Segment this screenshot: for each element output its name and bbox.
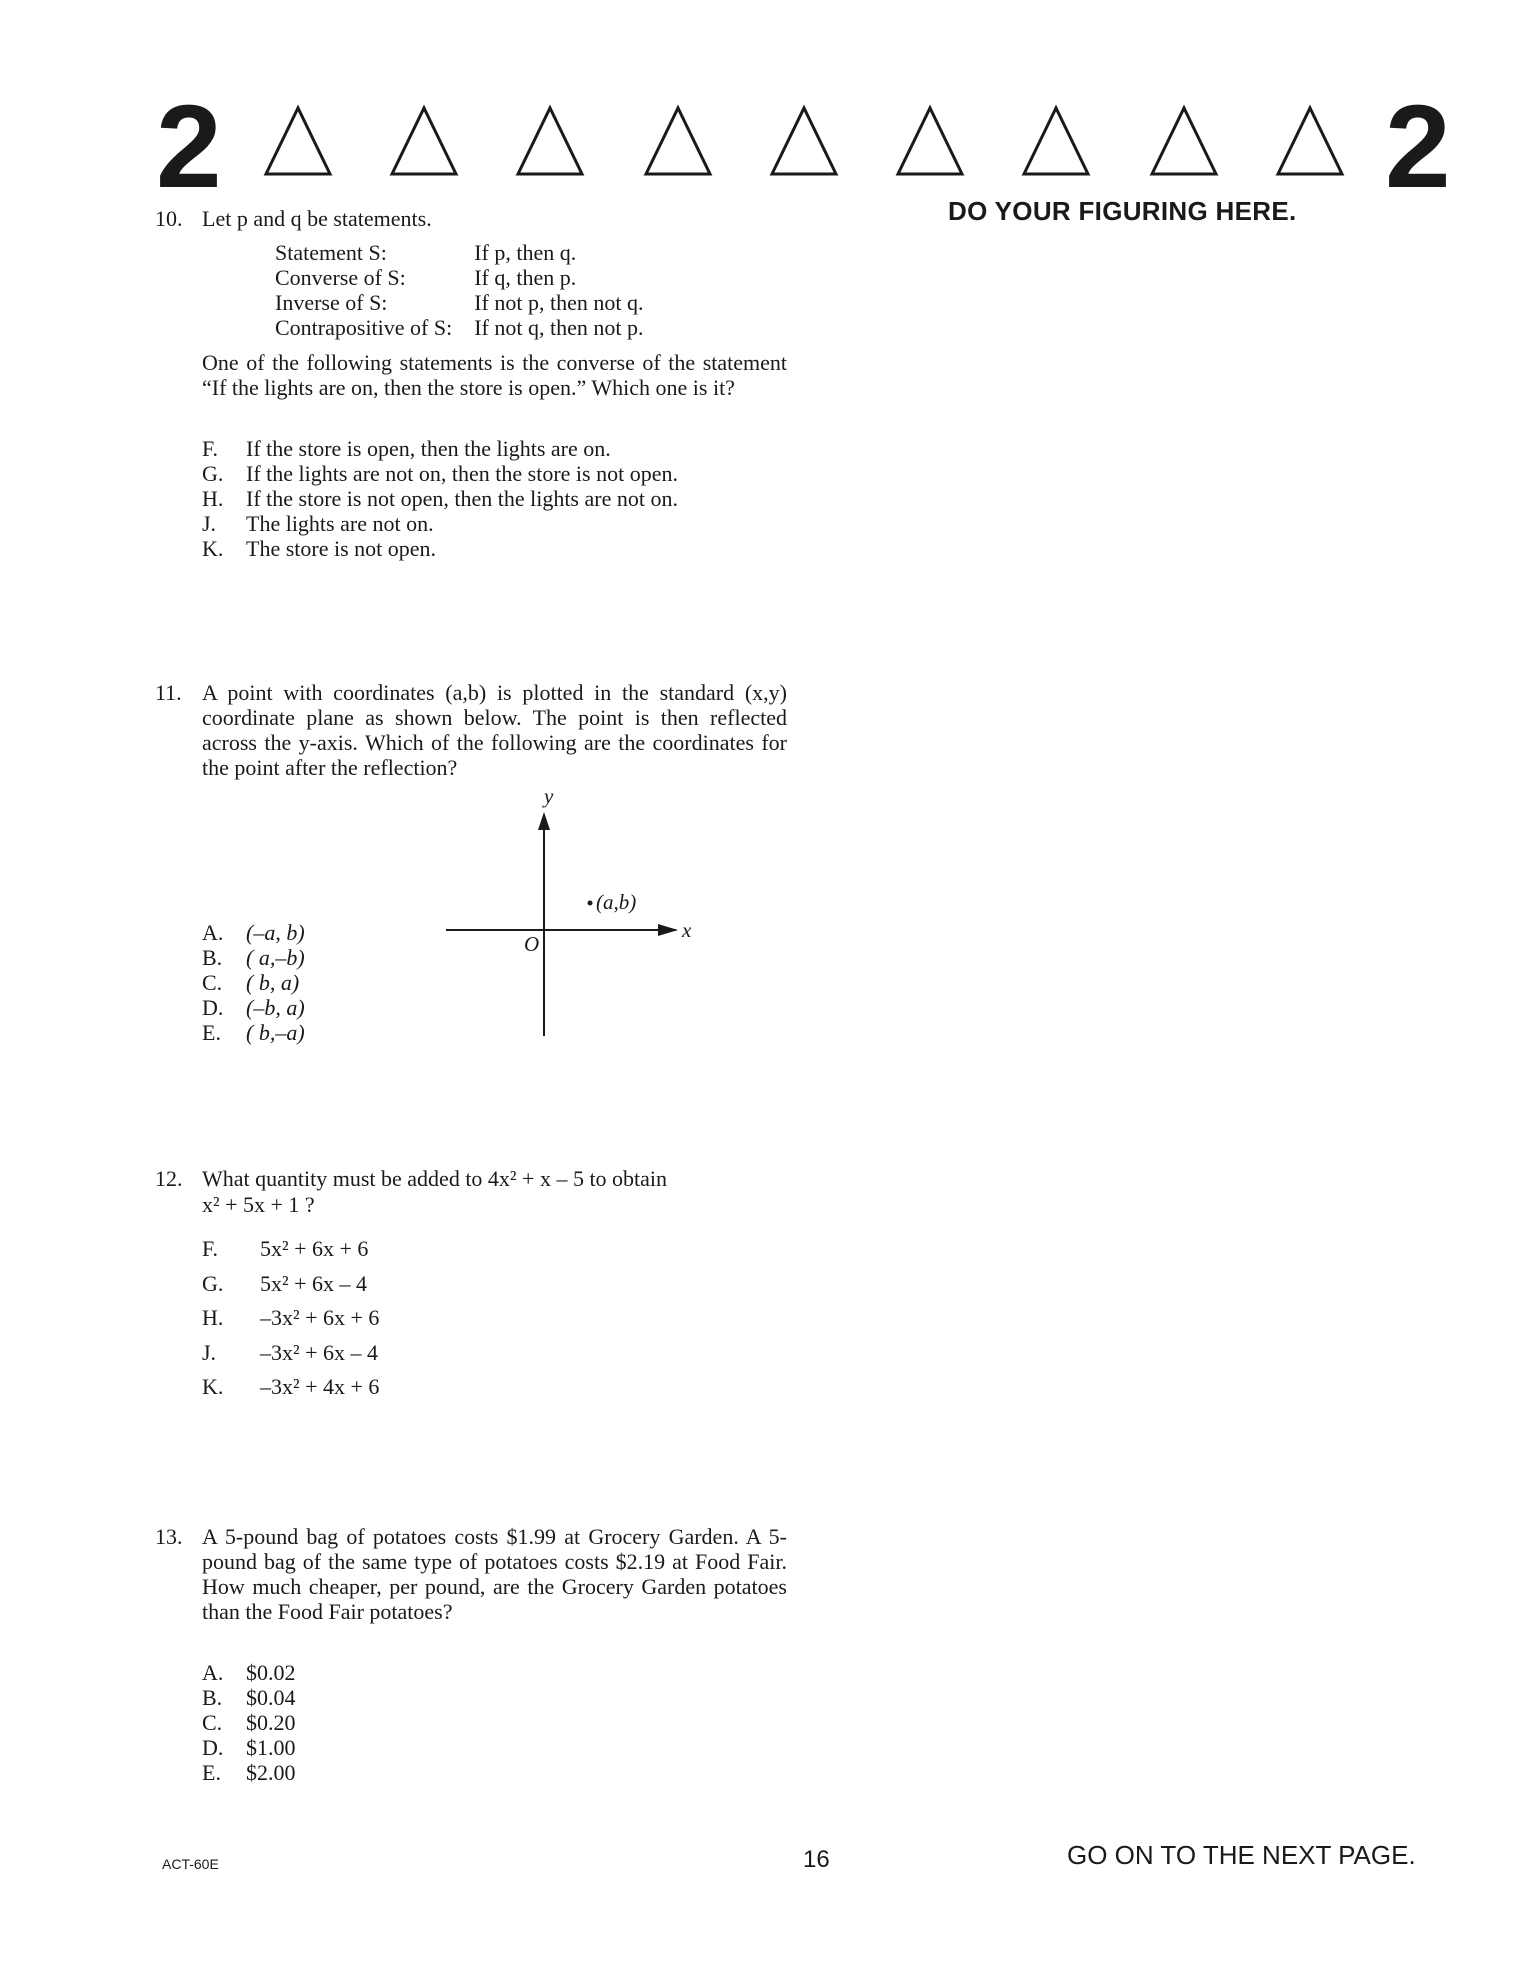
x-axis-arrow <box>658 924 678 936</box>
option-letter: C. <box>202 970 223 995</box>
origin-label: O <box>524 932 540 956</box>
answer-option[interactable] <box>202 461 678 486</box>
q13-number: 13. <box>155 1524 183 1549</box>
triangle-icon <box>646 108 710 174</box>
option-letter: J. <box>202 1339 217 1365</box>
triangle-icon <box>518 108 582 174</box>
option-text: $0.02 <box>246 1660 296 1685</box>
answer-option[interactable] <box>202 970 305 995</box>
definition-term: Converse of S: <box>275 265 406 290</box>
answer-option[interactable] <box>202 1370 379 1405</box>
triangle-icon <box>392 108 456 174</box>
q10-stem: One of the following statements is the converse of the statement “If the lights are on, then the store is open.” Which one is it? <box>202 350 787 400</box>
definition-form: If not q, then not p. <box>474 315 644 340</box>
option-text: ( b, a) <box>246 970 300 995</box>
option-text: (–b, a) <box>246 995 305 1020</box>
option-letter: H. <box>202 1305 224 1330</box>
q12-number: 12. <box>155 1166 183 1191</box>
answer-option[interactable] <box>202 1020 305 1045</box>
option-text: 5x² + 6x – 4 <box>260 1270 368 1296</box>
option-text: If the store is not open, then the lights are not on. <box>246 486 678 511</box>
triangle-icon <box>1024 108 1088 174</box>
option-text: $0.20 <box>246 1710 296 1735</box>
option-letter: F. <box>202 436 218 461</box>
option-letter: D. <box>202 995 224 1020</box>
q12-stem-line2: x² + 5x + 1 ? <box>202 1192 315 1217</box>
triangle-icon <box>266 108 330 174</box>
x-axis-label: x <box>682 918 692 942</box>
option-text: $0.04 <box>246 1685 296 1710</box>
option-text: $2.00 <box>246 1760 296 1785</box>
option-letter: K. <box>202 1374 224 1399</box>
triangle-icon <box>1278 108 1342 174</box>
q13-options <box>202 1660 296 1785</box>
option-letter: A. <box>202 1660 224 1685</box>
option-letter: E. <box>202 1020 221 1045</box>
definition-term: Contrapositive of S: <box>275 315 453 340</box>
y-axis-arrow <box>538 812 550 830</box>
answer-option[interactable] <box>202 1336 379 1371</box>
definition-form: If p, then q. <box>474 240 577 265</box>
option-letter: J. <box>202 511 217 536</box>
option-text: ( a,–b) <box>246 945 305 970</box>
q10-number: 10. <box>155 206 183 231</box>
option-text: –3x² + 6x – 4 <box>260 1339 379 1365</box>
option-text: –3x² + 4x + 6 <box>260 1374 380 1399</box>
option-text: The store is not open. <box>246 536 437 561</box>
answer-option[interactable] <box>202 1735 296 1760</box>
answer-option[interactable] <box>202 511 678 536</box>
q10-intro: Let p and q be statements. <box>202 206 432 231</box>
answer-option[interactable] <box>202 1760 296 1785</box>
q11-stem: A point with coordinates (a,b) is plotted in the standard (x,y) coordinate plane as shown below. The point is then reflected across the y-axis. Which of the following are the coordinates for the point after the reflection? <box>202 680 787 780</box>
page-number: 16 <box>803 1846 830 1873</box>
q11-options <box>202 920 305 1045</box>
answer-option[interactable] <box>202 1267 379 1302</box>
option-letter: B. <box>202 1685 223 1710</box>
option-letter: C. <box>202 1710 223 1735</box>
answer-option[interactable] <box>202 1685 296 1710</box>
point-label: (a,b) <box>596 890 637 914</box>
option-text: If the store is open, then the lights are on. <box>246 436 611 461</box>
q12-options <box>202 1232 379 1405</box>
option-text: 5x² + 6x + 6 <box>260 1236 369 1261</box>
option-text: –3x² + 6x + 6 <box>260 1305 380 1330</box>
definition-term: Statement S: <box>275 240 387 265</box>
triangle-icon <box>1152 108 1216 174</box>
option-text: (–a, b) <box>246 920 305 945</box>
q11-coordinate-graph <box>440 784 700 1040</box>
option-letter: G. <box>202 461 224 486</box>
option-text: $1.00 <box>246 1735 296 1760</box>
section-number-left: 2 <box>156 81 222 213</box>
q10-options <box>202 436 678 561</box>
answer-option[interactable] <box>202 1232 379 1267</box>
section-number-right: 2 <box>1385 81 1451 213</box>
q10-definitions <box>275 240 665 340</box>
q11-number: 11. <box>155 680 182 705</box>
option-letter: B. <box>202 945 223 970</box>
answer-option[interactable] <box>202 920 305 945</box>
answer-option[interactable] <box>202 486 678 511</box>
point-a-b <box>588 901 593 906</box>
option-text: If the lights are not on, then the store is not open. <box>246 461 678 486</box>
answer-option[interactable] <box>202 536 678 561</box>
y-axis-label: y <box>544 784 554 808</box>
answer-option[interactable] <box>202 1710 296 1735</box>
option-text: The lights are not on. <box>246 511 434 536</box>
definition-form: If q, then p. <box>474 265 577 290</box>
figuring-label: DO YOUR FIGURING HERE. <box>948 196 1297 226</box>
form-code: ACT-60E <box>162 1856 219 1872</box>
option-letter: F. <box>202 1236 218 1261</box>
option-letter: K. <box>202 536 224 561</box>
next-page-notice: GO ON TO THE NEXT PAGE. <box>1067 1840 1416 1870</box>
answer-option[interactable] <box>202 995 305 1020</box>
option-letter: D. <box>202 1735 224 1760</box>
answer-option[interactable] <box>202 1301 379 1336</box>
definition-form: If not p, then not q. <box>474 290 644 315</box>
triangle-icon <box>898 108 962 174</box>
definition-term: Inverse of S: <box>275 290 388 315</box>
triangle-icon <box>772 108 836 174</box>
q12-stem-line1: What quantity must be added to 4x² + x – 5 to obtain <box>202 1166 668 1191</box>
option-letter: H. <box>202 486 224 511</box>
option-letter: E. <box>202 1760 221 1785</box>
option-text: ( b,–a) <box>246 1020 305 1045</box>
triangle-divider <box>262 104 1367 178</box>
option-letter: A. <box>202 920 224 945</box>
q13-stem: A 5-pound bag of potatoes costs $1.99 at Grocery Garden. A 5-pound bag of the same type of potatoes costs $2.19 at Food Fair. How much cheaper, per pound, are the Grocery Garden potatoes than the Food Fair potatoes? <box>202 1524 787 1624</box>
answer-option[interactable] <box>202 945 305 970</box>
answer-option[interactable] <box>202 1660 296 1685</box>
option-letter: G. <box>202 1270 224 1296</box>
answer-option[interactable] <box>202 436 678 461</box>
